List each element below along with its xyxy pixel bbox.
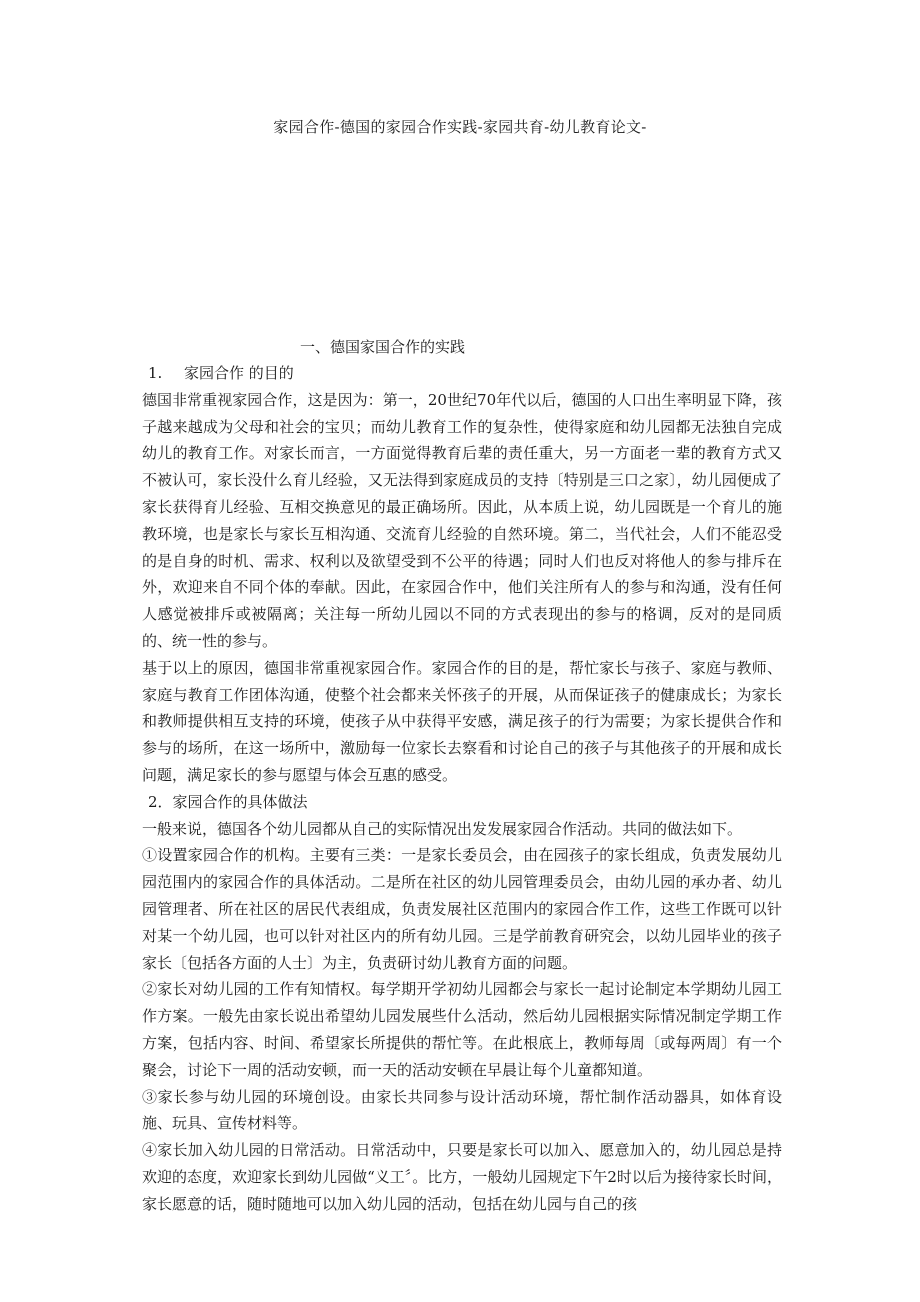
paragraph: ②家长对幼儿园的工作有知情权。每学期开学初幼儿园都会与家长一起讨论制定本学期幼儿园工作方案。一般先由家长说出希望幼儿园发展些什么活动，然后幼儿园根据实际情况制定学期工作方案，包括内容、时间、希望家长所提供的帮忙等。在此根底上，教师每周〔或每两周〕有一个聚会，讨论下一周的活动安顿，而一天的活动安顿在早晨让每个儿童都知道。 [142, 980, 782, 1079]
paragraph: 德国非常重视家园合作，这是因为：第一，20世纪70年代以后，德国的人口出生率明显下降，孩子越来越成为父母和社会的宝贝；而幼儿教育工作的复杂性，使得家庭和幼儿园都无法独自完成幼儿的教育工作。对家长而言，一方面觉得教育后辈的责任重大，另一方面老一辈的教育方式又不被认可，家长没什么育儿经验，又无法得到家庭成员的支持〔特别是三口之家〕，幼儿园便成了家长获得育儿经验、互相交换意见的最正确场所。因此，从本质上说，幼儿园既是一个育儿的施教环境，也是家长与家长互相沟通、交流育儿经验的自然环境。第二，当代社会，人们不能忍受的是自身的时机、需求、权利以及欲望受到不公平的待遇；同时人们也反对将他人的参与排斥在外，欢迎来自不同个体的奉献。因此，在家园合作中，他们关注所有人的参与和沟通，没有任何人感觉被排斥或被隔离；关注每一所幼儿园以不同的方式表现出的参与的格调，反对的是同质的、统一性的参与。 [142, 390, 782, 650]
subsection-number: 1. [148, 364, 163, 382]
paragraph: ④家长加入幼儿园的日常活动。日常活动中，只要是家长可以加入、愿意加入的，幼儿园总是持欢迎的态度，欢迎家长到幼儿园做“义工〞。比方，一般幼儿园规定下午2时以后为接待家长时间，家长愿意的话，随时随地可以加入幼儿园的活动，包括在幼儿园与自己的孩 [142, 1141, 782, 1213]
document-title: 家园合作-德国的家园合作实践-家园共育-幼儿教育论文- [273, 118, 647, 136]
section-heading: 一、德国家国合作的实践 [300, 338, 466, 356]
subsection-heading-2: 2．家园合作的具体做法 [148, 792, 308, 811]
paragraph: ①设置家园合作的机构。主要有三类：一是家长委员会，由在园孩子的家长组成，负责发展幼儿园范围内的家园合作的具体活动。二是所在社区的幼儿园管理委员会，由幼儿园的承办者、幼儿园管理者、所在社区的居民代表组成，负责发展社区范围内的家园合作工作，这些工作既可以针对某一个幼儿园，也可以针对社区内的所有幼儿园。三是学前教育研究会，以幼儿园毕业的孩子家长〔包括各方面的人士〕为主，负责研讨幼儿教育方面的问题。 [142, 846, 782, 972]
subsection-heading-1 [142, 360, 782, 387]
paragraph: 基于以上的原因，德国非常重视家园合作。家园合作的目的是，帮忙家长与孩子、家庭与教师、家庭与教育工作团体沟通，使整个社会都来关怀孩子的开展，从而保证孩子的健康成长；为家长和教师提供相互支持的环境，使孩子从中获得平安感，满足孩子的行为需要；为家长提供合作和参与的场所，在这一场所中，激励每一位家长去察看和讨论自己的孩子与其他孩子的开展和成长问题，满足家长的参与愿望与体会互惠的感受。 [142, 658, 782, 784]
subsection-title: 家园合作 的目的 [184, 364, 294, 382]
document-body [142, 360, 782, 1218]
paragraph: 一般来说，德国各个幼儿园都从自己的实际情况出发发展家园合作活动。共同的做法如下。 [142, 819, 743, 838]
paragraph: ③家长参与幼儿园的环境创设。由家长共同参与设计活动环境，帮忙制作活动器具，如体育设施、玩具、宣传材料等。 [142, 1087, 782, 1133]
